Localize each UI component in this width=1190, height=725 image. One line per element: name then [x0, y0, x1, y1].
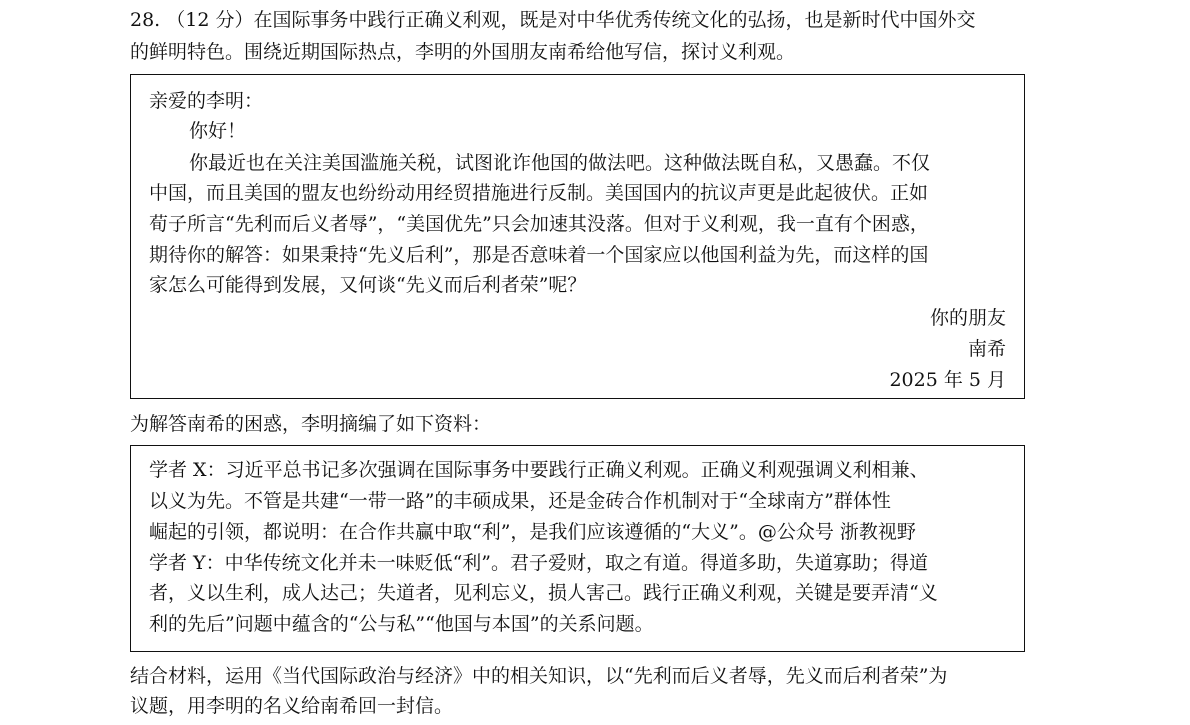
- task-line-2: 议题，用李明的名义给南希回一封信。: [130, 695, 454, 717]
- question-stem-line-2: 的鲜明特色。围绕近期国际热点，李明的外国朋友南希给他写信，探讨义利观。: [130, 41, 796, 63]
- materials-line: 崛起的引领，都说明：在合作共赢中取“利”，是我们应该遵循的“大义”。@公众号 浙教视野: [149, 521, 916, 543]
- materials-line: 学者 Y：中华传统文化并未一味贬低“利”。君子爱财，取之有道。得道多助，失道寡助；得道: [149, 552, 929, 574]
- task-line-1: 结合材料，运用《当代国际政治与经济》中的相关知识，以“先利而后义者辱，先义而后利者荣”为: [130, 665, 948, 687]
- letter-body-line: 家怎么可能得到发展，又何谈“先义而后利者荣”呢？: [149, 274, 587, 296]
- materials-intro: 为解答南希的困惑，李明摘编了如下资料：: [130, 413, 492, 435]
- letter-body-line: 你最近也在关注美国滥施关税，试图讹诈他国的做法吧。这种做法既自私，又愚蠢。不仅: [189, 152, 931, 174]
- letter-date: 2025 年 5 月: [889, 369, 1006, 391]
- letter-body-line: 期待你的解答：如果秉持“先义后利”，那是否意味着一个国家应以他国利益为先，而这样的国: [149, 244, 929, 266]
- materials-line: 利的先后”问题中蕴含的“公与私”“他国与本国”的关系问题。: [149, 613, 654, 635]
- letter-signoff: 你的朋友: [929, 307, 1006, 329]
- materials-line: 以义为先。不管是共建“一带一路”的丰硕成果，还是金砖合作机制对于“全球南方”群体性: [149, 490, 891, 512]
- question-stem-line-1: 28. （12 分）在国际事务中践行正确义利观，既是对中华优秀传统文化的弘扬，也是新时代中国外交: [130, 9, 976, 31]
- materials-line: 者，义以生利，成人达己；失道者，见利忘义，损人害己。践行正确义利观，关键是要弄清“义: [149, 582, 938, 604]
- letter-hello: 你好！: [189, 120, 247, 142]
- letter-body-line: 荀子所言“先利而后义者辱”，“美国优先”只会加速其没落。但对于义利观，我一直有个困惑，: [149, 213, 929, 235]
- letter-signature: 南希: [967, 338, 1006, 360]
- materials-box: [130, 445, 1025, 652]
- letter-box: [130, 74, 1025, 399]
- letter-body-line: 中国，而且美国的盟友也纷纷动用经贸措施进行反制。美国国内的抗议声更是此起彼伏。正如: [149, 182, 929, 204]
- letter-greeting: 亲爱的李明：: [149, 90, 264, 112]
- materials-line: 学者 X：习近平总书记多次强调在国际事务中要践行正确义利观。正确义利观强调义利相兼、: [149, 459, 929, 481]
